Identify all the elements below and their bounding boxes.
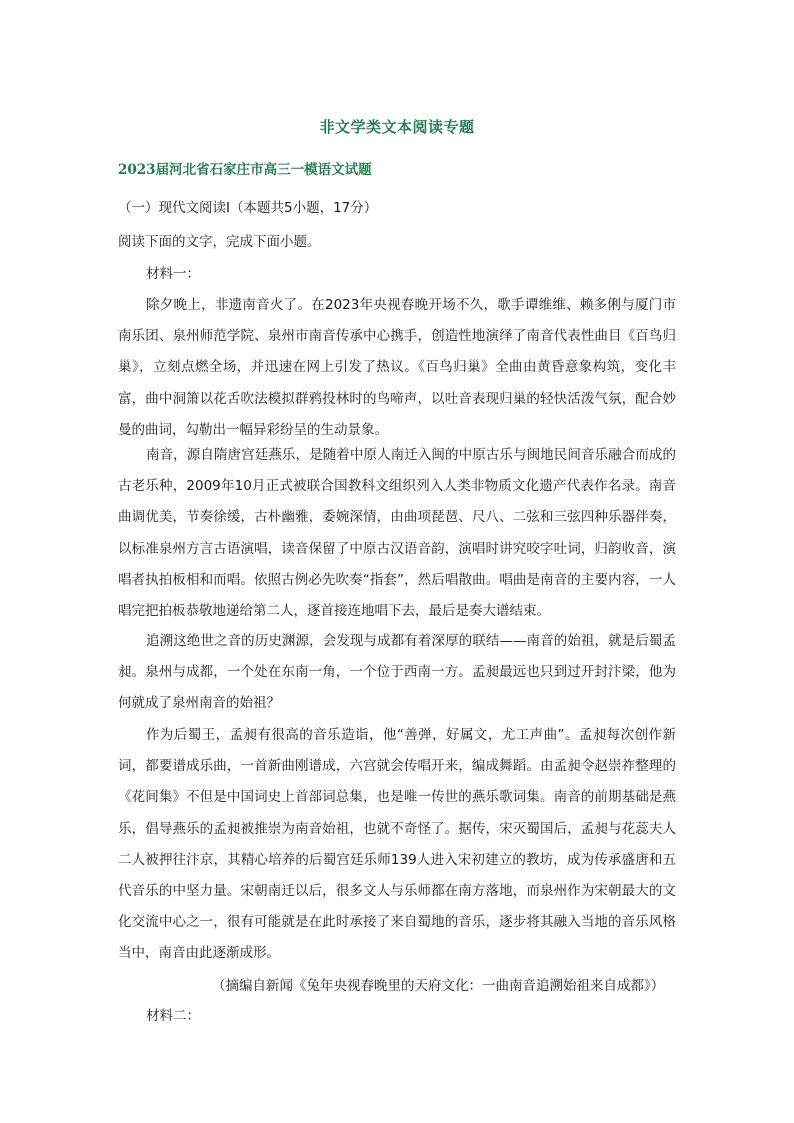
paragraph-1: 除夕晚上，非遗南音火了。在2023年央视春晚开场不久，歌手谭维维、赖多俐与厦门市南乐团、泉州师范学院、泉州市南音传承中心携手，创造性地演绎了南音代表性曲目《百鸟归巢》，立刻点燃全场，并迅速在网上引发了热议。《百鸟归巢》全曲由黄昏意象构筑，变化丰富，曲中洞箫以花舌吹法模拟群鸦投林时的鸟啼声，以吐音表现归巢的轻快活泼气氛，配合妙曼的曲词，勾勒出一幅异彩纷呈的生动景象。: [118, 297, 676, 438]
material-1-label: 材料一：: [146, 266, 200, 282]
instruction-text: 阅读下面的文字，完成下面小题。: [118, 234, 321, 250]
paragraph-2: 南音，源自隋唐宫廷燕乐，是随着中原人南迁入闽的中原古乐与闽地民间音乐融合而成的古老乐种，2009年10月正式被联合国教科文组织列入人类非物质文化遗产代表作名录。南音曲调优美，节奏徐缓，古朴幽雅，委婉深情，由曲项琵琶、尺八、二弦和三弦四种乐器伴奏，以标准泉州方言古语演唱，读音保留了中原古汉语音韵，演唱时讲究咬字吐词，归韵收音，演唱者执拍板相和而唱。依照古例必先吹奏“指套”，然后唱散曲。唱曲是南音的主要内容，一人唱完把拍板恭敬地递给第二人，逐首接连地唱下去，最后是奏大谱结束。: [118, 447, 676, 620]
section-heading: （一）现代文阅读Ⅰ（本题共5小题，17分）: [118, 200, 378, 216]
source-citation: （摘编自新闻《兔年央视春晚里的天府文化：一曲南音追溯始祖来自成都》）: [212, 978, 665, 994]
material-2-label: 材料二：: [146, 1008, 200, 1024]
paragraph-3: 追溯这绝世之音的历史渊源，会发现与成都有着深厚的联结——南音的始祖，就是后蜀孟昶。泉州与成都，一个处在东南一角，一个位于西南一方。孟昶最远也只到过开封汴梁，他为何就成了泉州南音的始祖？: [118, 633, 676, 712]
document-title: 非文学类文本阅读专题: [319, 118, 475, 136]
exam-title: 2023届河北省石家庄市高三一模语文试题: [118, 162, 372, 178]
paragraph-4: 作为后蜀王，孟昶有很高的音乐造诣，他“善弹，好属文，尤工声曲”。孟昶每次创作新词，都要谱成乐曲，一首新曲刚谱成，六宫就会传唱开来，编成舞蹈。由孟昶令赵崇祚整理的《花间集》不但是中国词史上首部词总集，也是唯一传世的燕乐歌词集。南音的前期基础是燕乐，倡导燕乐的孟昶被推崇为南音始祖，也就不奇怪了。据传，宋灭蜀国后，孟昶与花蕊夫人二人被押往汴京，其精心培养的后蜀宫廷乐师139人进入宋初建立的教坊，成为传承盛唐和五代音乐的中坚力量。宋朝南迁以后，很多文人与乐师都在南方落地，而泉州作为宋朝最大的文化交流中心之一，很有可能就是在此时承接了来自蜀地的音乐，逐步将其融入当地的音乐风格当中，南音由此逐渐成形。: [118, 727, 676, 962]
